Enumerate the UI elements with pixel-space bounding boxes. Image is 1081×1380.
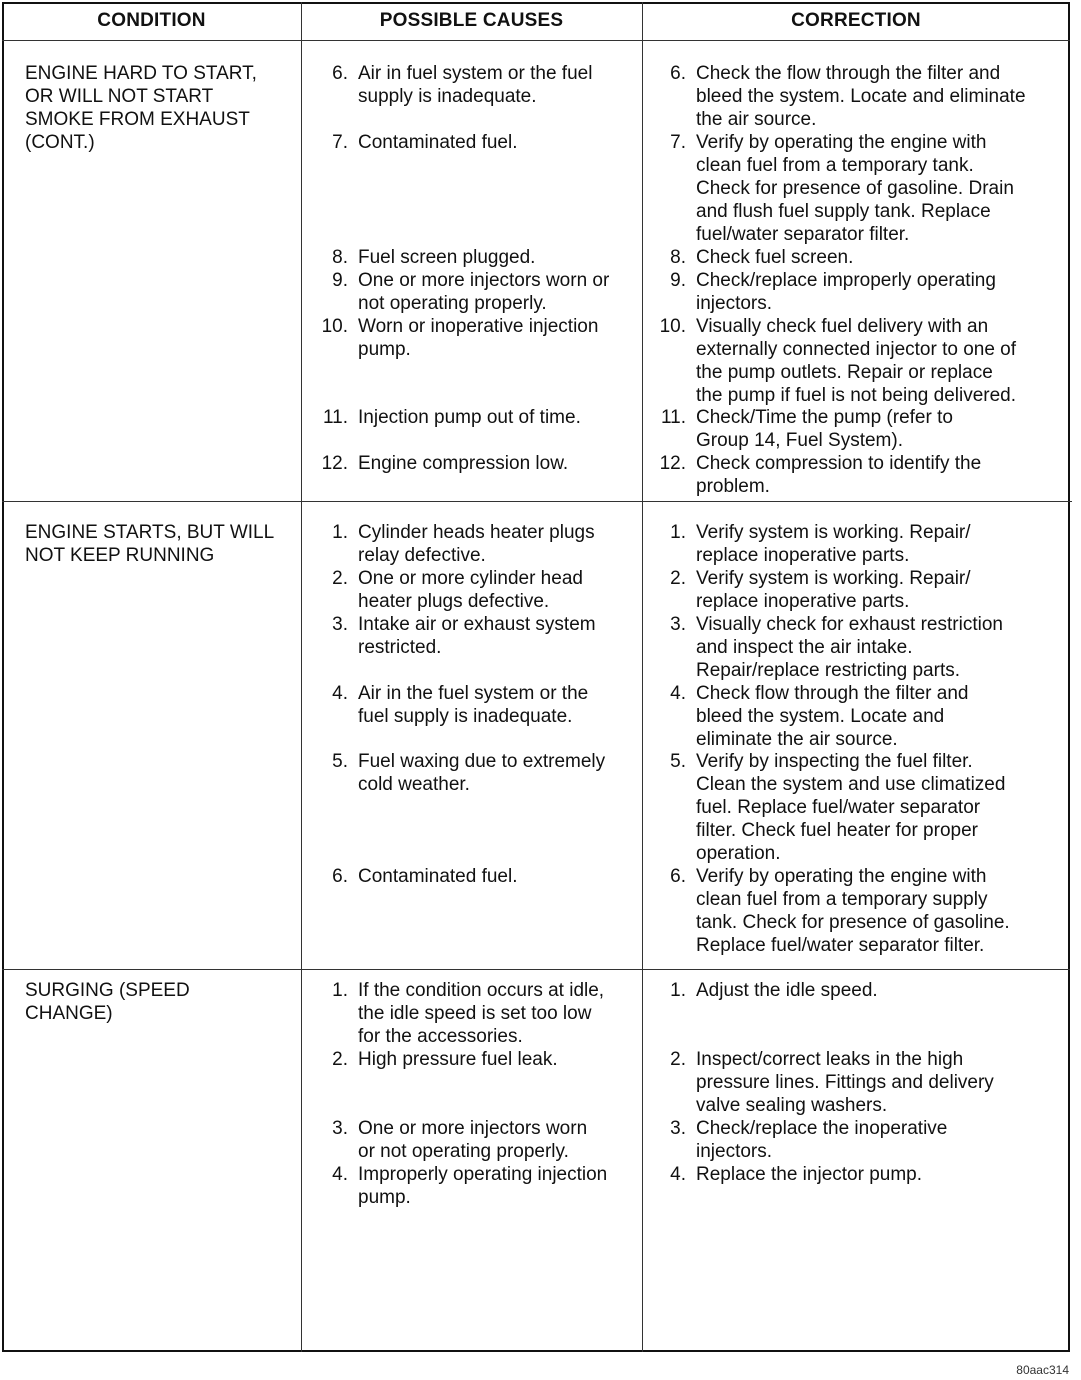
item-number: 5. [332, 751, 348, 772]
item-text: If the condition occurs at idle, the idle speed is set too low for the accessories. [358, 980, 605, 1047]
item-number: 4. [670, 1164, 686, 1185]
item-number: 7. [670, 132, 686, 153]
item-number: 4. [332, 683, 348, 704]
item-number: 12. [321, 453, 348, 474]
section-divider-2 [2, 969, 1070, 970]
item-number: 7. [332, 132, 348, 153]
item-number: 9. [332, 270, 348, 291]
item-text: Verify by inspecting the fuel filter. Clean the system and use climatized fuel. Replace fuel/water separator filter. Check fuel heater for proper operation. [696, 751, 1006, 864]
item-number: 10. [659, 316, 686, 337]
item-number: 6. [670, 866, 686, 887]
item-text: Check the flow through the filter and bleed the system. Locate and eliminate the air source. [696, 63, 1026, 130]
item-text: Visually check fuel delivery with an externally connected injector to one of the pump outlets. Repair or replace the pump if fuel is not being delivered. [696, 316, 1017, 406]
condition-text: ENGINE HARD TO START, OR WILL NOT START SMOKE FROM EXHAUST (CONT.) [25, 63, 257, 153]
item-text: Air in fuel system or the fuel supply is inadequate. [358, 63, 593, 107]
item-text: Verify by operating the engine with clean fuel from a temporary supply tank. Check for presence of gasoline. Replace fuel/water separator filter. [696, 866, 1010, 956]
item-number: 11. [660, 407, 686, 428]
item-text: Air in the fuel system or the fuel supply is inadequate. [358, 683, 589, 727]
column-divider-2 [642, 2, 643, 1352]
item-number: 4. [332, 1164, 348, 1185]
item-text: Adjust the idle speed. [696, 980, 878, 1001]
item-text: Check/Time the pump (refer to Group 14, Fuel System). [696, 407, 953, 451]
item-number: 2. [670, 568, 686, 589]
item-number: 8. [670, 247, 686, 268]
item-number: 3. [332, 614, 348, 635]
item-number: 1. [332, 980, 348, 1001]
item-text: Verify by operating the engine with clean fuel from a temporary tank. Check for presence of gasoline. Drain and flush fuel supply tank. Replace fuel/water separator filter. [696, 132, 1014, 245]
item-number: 2. [332, 1049, 348, 1070]
item-text: Check fuel screen. [696, 247, 854, 268]
header-divider [2, 40, 1070, 41]
item-number: 3. [670, 614, 686, 635]
item-text: Injection pump out of time. [358, 407, 581, 428]
condition-text: ENGINE STARTS, BUT WILL NOT KEEP RUNNING [25, 522, 275, 566]
item-text: Contaminated fuel. [358, 132, 518, 153]
item-number: 6. [332, 866, 348, 887]
section-divider-1 [2, 501, 1072, 502]
item-text: Intake air or exhaust system restricted. [358, 614, 596, 658]
header-possible-causes: POSSIBLE CAUSES [379, 10, 564, 31]
item-number: 1. [670, 522, 686, 543]
item-number: 3. [670, 1118, 686, 1139]
item-number: 6. [670, 63, 686, 84]
item-text: One or more injectors worn or not operating properly. [358, 1118, 588, 1162]
item-text: Check/replace improperly operating injectors. [696, 270, 996, 314]
item-text: High pressure fuel leak. [358, 1049, 558, 1070]
item-number: 1. [670, 980, 686, 1001]
item-number: 3. [332, 1118, 348, 1139]
item-text: Worn or inoperative injection pump. [358, 316, 599, 360]
item-text: Improperly operating injection pump. [358, 1164, 608, 1208]
item-number: 11. [322, 407, 348, 428]
item-number: 5. [670, 751, 686, 772]
figure-id: 80aac314 [1016, 1363, 1069, 1377]
item-number: 6. [332, 63, 348, 84]
item-text: Cylinder heads heater plugs relay defective. [358, 522, 595, 566]
item-text: Replace the injector pump. [696, 1164, 923, 1185]
item-number: 10. [321, 316, 348, 337]
item-number: 2. [332, 568, 348, 589]
item-text: Verify system is working. Repair/ replace inoperative parts. [696, 568, 971, 612]
item-text: Fuel waxing due to extremely cold weather. [358, 751, 606, 795]
item-number: 12. [659, 453, 686, 474]
item-text: Visually check for exhaust restriction and inspect the air intake. Repair/replace restricting parts. [696, 614, 1003, 681]
item-text: Check compression to identify the problem. [696, 453, 982, 497]
item-text: Contaminated fuel. [358, 866, 518, 887]
item-number: 2. [670, 1049, 686, 1070]
item-text: One or more cylinder head heater plugs defective. [358, 568, 583, 612]
header-condition: CONDITION [97, 10, 206, 31]
item-text: One or more injectors worn or not operating properly. [358, 270, 610, 314]
item-number: 9. [670, 270, 686, 291]
header-correction: CORRECTION [791, 10, 921, 31]
item-text: Check/replace the inoperative injectors. [696, 1118, 948, 1162]
condition-text: SURGING (SPEED CHANGE) [25, 980, 190, 1024]
item-text: Fuel screen plugged. [358, 247, 536, 268]
item-text: Verify system is working. Repair/ replace inoperative parts. [696, 522, 971, 566]
item-number: 8. [332, 247, 348, 268]
item-text: Inspect/correct leaks in the high pressure lines. Fittings and delivery valve sealing washers. [696, 1049, 994, 1116]
item-text: Engine compression low. [358, 453, 569, 474]
column-divider-1 [301, 2, 302, 1352]
item-number: 4. [670, 683, 686, 704]
item-number: 1. [332, 522, 348, 543]
item-text: Check flow through the filter and bleed the system. Locate and eliminate the air source. [696, 683, 969, 750]
